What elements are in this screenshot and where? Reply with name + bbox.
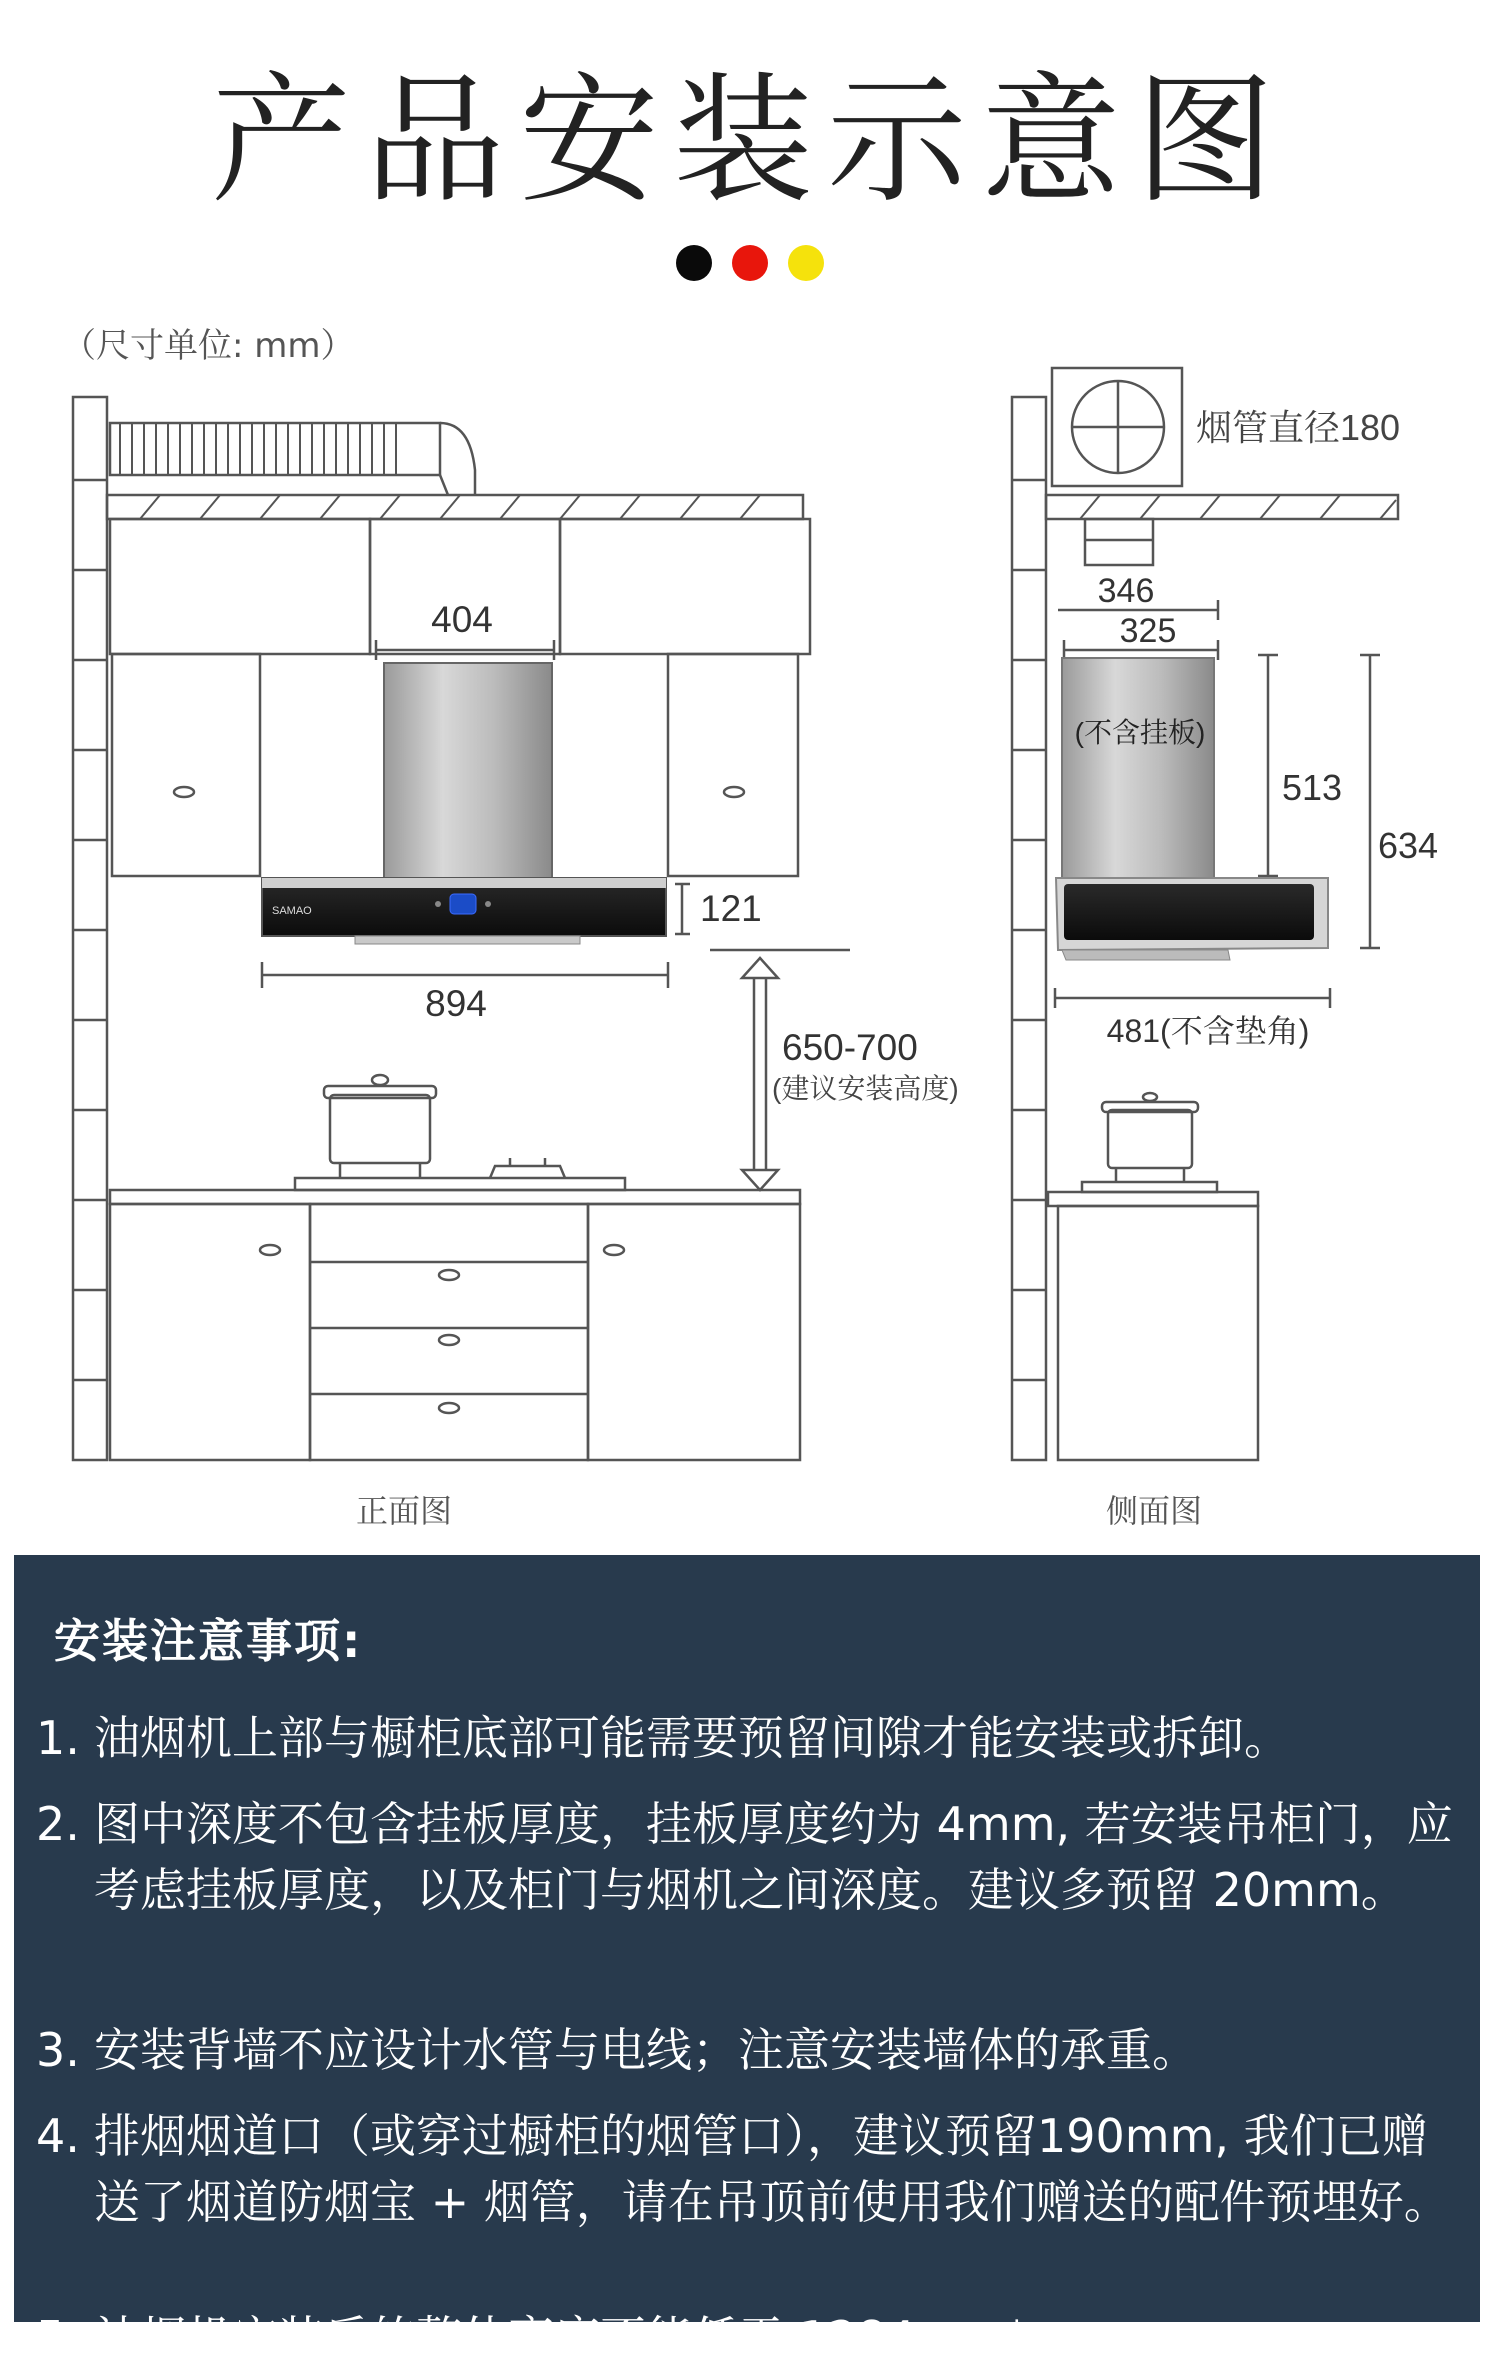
notes-heading: 安装注意事项:	[54, 1614, 363, 1668]
dim-depth: 481(不含垫角)	[1106, 1013, 1310, 1049]
side-view-caption: 侧面图	[1105, 1493, 1203, 1529]
dim-top-width: 404	[431, 599, 493, 640]
panel-note: (不含挂板)	[1074, 717, 1206, 748]
front-view-caption: 正面图	[355, 1493, 453, 1529]
duct-diameter-label: 烟管直径180	[1196, 407, 1401, 448]
note-text: 安装背墙不应设计水管与电线；注意安装墙体的承重。	[94, 2023, 1198, 2077]
note-text: 油烟机安装后的整体高度不能低于 1284mm*	[94, 2311, 1029, 2365]
brand-mark: SAMAO	[272, 905, 312, 917]
note-item	[36, 1791, 1456, 1923]
note-text: 油烟机上部与橱柜底部可能需要预留间隙才能安装或拆卸。	[94, 1711, 1290, 1765]
dim-body-height: 121	[700, 888, 762, 929]
dim-total-width: 894	[425, 983, 487, 1024]
note-number: 1.	[36, 1711, 80, 1765]
note-number: 3.	[36, 2023, 80, 2077]
note-text: 图中深度不包含挂板厚度，挂板厚度约为 4mm, 若安装吊柜门，应考虑挂板厚度，以及柜门与烟机之间深度。建议多预留 20mm。	[94, 1797, 1453, 1917]
front-hood	[262, 663, 666, 944]
note-item	[36, 2305, 1456, 2371]
dim-side-inner-width: 325	[1119, 612, 1177, 650]
note-item	[36, 2017, 1456, 2083]
dim-side-outer-width: 346	[1097, 572, 1155, 610]
page-title: 产品安装示意图	[210, 60, 1289, 223]
dim-total-height: 634	[1378, 825, 1439, 866]
installation-notes-panel	[14, 1555, 1480, 2365]
install-height-note: (建议安装高度)	[772, 1073, 959, 1104]
unit-note: （尺寸单位: mm）	[62, 326, 355, 366]
dim-chimney-height: 513	[1282, 767, 1343, 808]
note-item	[36, 1705, 1456, 1771]
note-text: 排烟烟道口（或穿过橱柜的烟管口），建议预留190mm, 我们已赠送了烟道防烟宝 + 烟管，请在吊顶前使用我们赠送的配件预埋好。	[94, 2109, 1450, 2229]
note-item	[36, 2103, 1456, 2235]
note-number: 5.	[36, 2311, 80, 2365]
note-number: 2.	[36, 1797, 80, 1851]
side-hood	[1056, 658, 1328, 960]
dim-install-height: 650-700	[782, 1027, 918, 1068]
note-number: 4.	[36, 2109, 80, 2163]
